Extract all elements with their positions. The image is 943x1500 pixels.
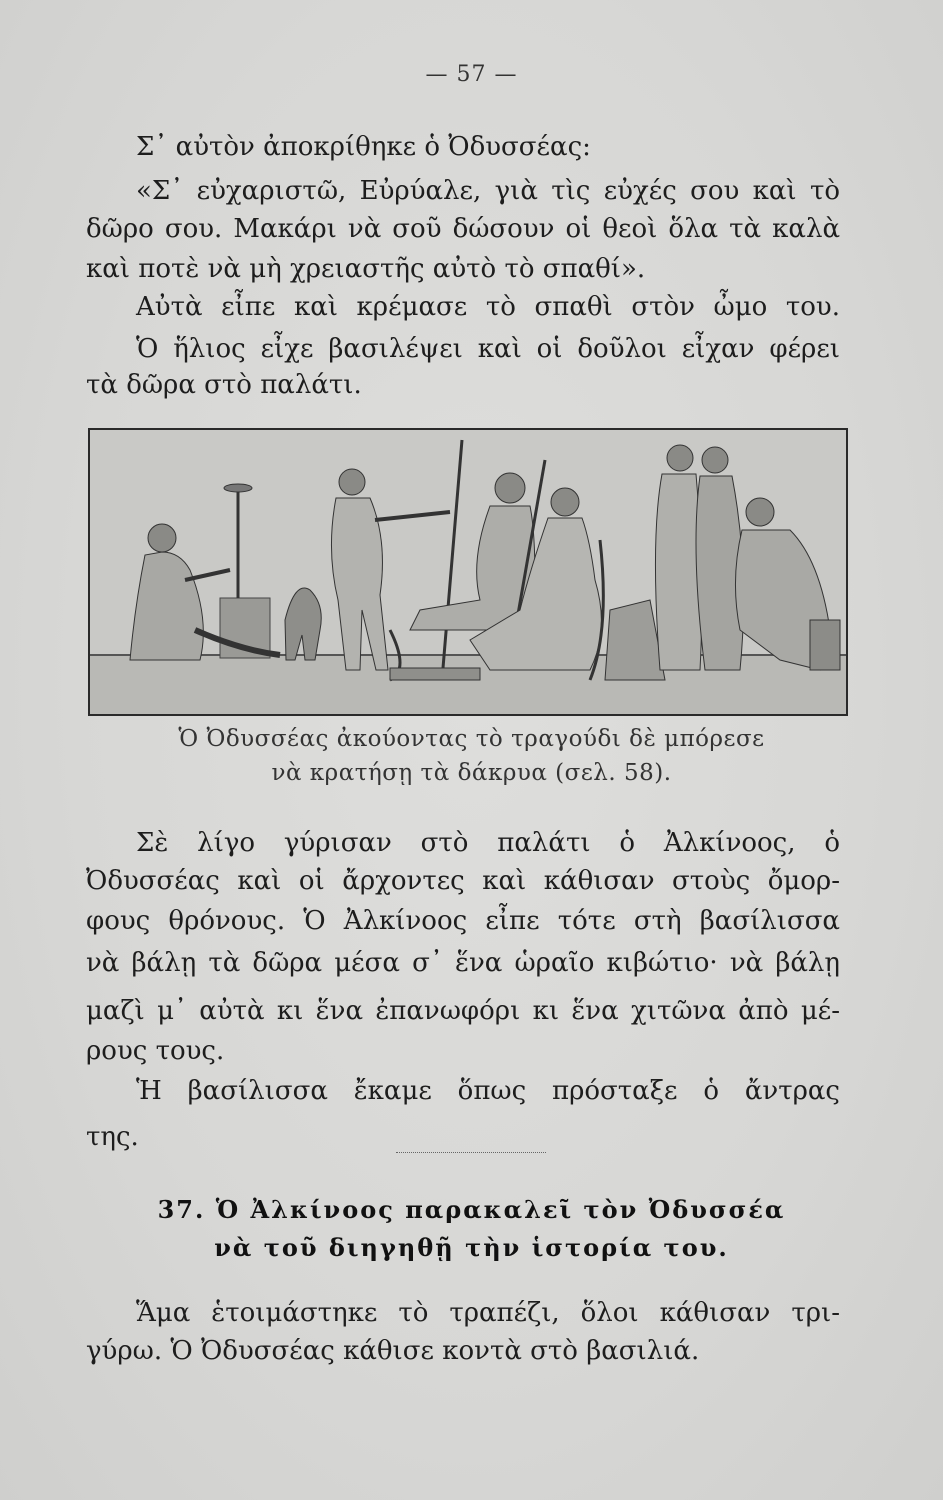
section-heading: νὰ τοῦ διηγηθῇ τὴν ἱστορία του. (214, 1233, 729, 1262)
text-line: φους θρόνους. Ὁ Ἀλκίνοος εἶπε τότε στὴ βασίλισσα (86, 906, 840, 936)
page-number: — 57 — (425, 62, 518, 87)
text-line: της. (86, 1122, 139, 1152)
text-line: τὰ δῶρα στὸ παλάτι. (86, 370, 362, 400)
footstool (390, 668, 480, 680)
illustration-caption-line: Ὁ Ὀδυσσέας ἀκούοντας τὸ τραγούδι δὲ μπόρεσε (178, 726, 765, 752)
standing-courtiers (655, 445, 743, 670)
text-line: Ὀδυσσέας καὶ οἱ ἄρχοντες καὶ κάθισαν στοὺς ὄμορ- (86, 866, 840, 896)
illustration-caption-line: νὰ κρατήσῃ τὰ δάκρυα (σελ. 58). (271, 760, 672, 786)
text-line: γύρω. Ὁ Ὀδυσσέας κάθισε κοντὰ στὸ βασιλιά. (86, 1336, 700, 1366)
text-line: νὰ βάλῃ τὰ δῶρα μέσα σ᾿ ἕνα ὡραῖο κιβώτιο· νὰ βάλῃ (86, 948, 840, 978)
text-line: Ἅμα ἑτοιμάστηκε τὸ τραπέζι, ὅλοι κάθισαν τρι- (136, 1298, 840, 1328)
text-line: μαζὶ μ᾿ αὐτὰ κι ἕνα ἐπανωφόρι κι ἕνα χιτῶνα ἀπὸ μέ- (86, 996, 840, 1026)
text-line: ρους τους. (86, 1036, 225, 1066)
text-line: Αὐτὰ εἶπε καὶ κρέμασε τὸ σπαθὶ στὸν ὦμο του. (136, 292, 840, 322)
text-line: Σ᾿ αὐτὸν ἀποκρίθηκε ὁ Ὀδυσσέας: (136, 132, 591, 162)
section-heading: 37. Ὁ Ἀλκίνοος παρακαλεῖ τὸν Ὀδυσσέα (157, 1195, 786, 1224)
text-line: «Σ᾿ εὐχαριστῶ, Εὐρύαλε, γιὰ τὶς εὐχές σου καὶ τὸ (136, 176, 840, 206)
text-line: Σὲ λίγο γύρισαν στὸ παλάτι ὁ Ἀλκίνοος, ὁ (136, 828, 840, 858)
engraving-scene (90, 430, 846, 714)
text-line: δῶρο σου. Μακάρι νὰ σοῦ δώσουν οἱ θεοὶ ὅλα τὰ καλὰ (86, 214, 840, 244)
section-divider (396, 1152, 546, 1153)
text-line: Ἡ βασίλισσα ἔκαμε ὅπως πρόσταξε ὁ ἄντρας (136, 1076, 840, 1106)
text-line: καὶ ποτὲ νὰ μὴ χρειαστῆς αὐτὸ τὸ σπαθί». (86, 254, 646, 284)
text-line: Ὁ ἥλιος εἶχε βασιλέψει καὶ οἱ δοῦλοι εἶχαν φέρει (136, 334, 840, 364)
illustration-odysseus-weeping (88, 428, 848, 716)
